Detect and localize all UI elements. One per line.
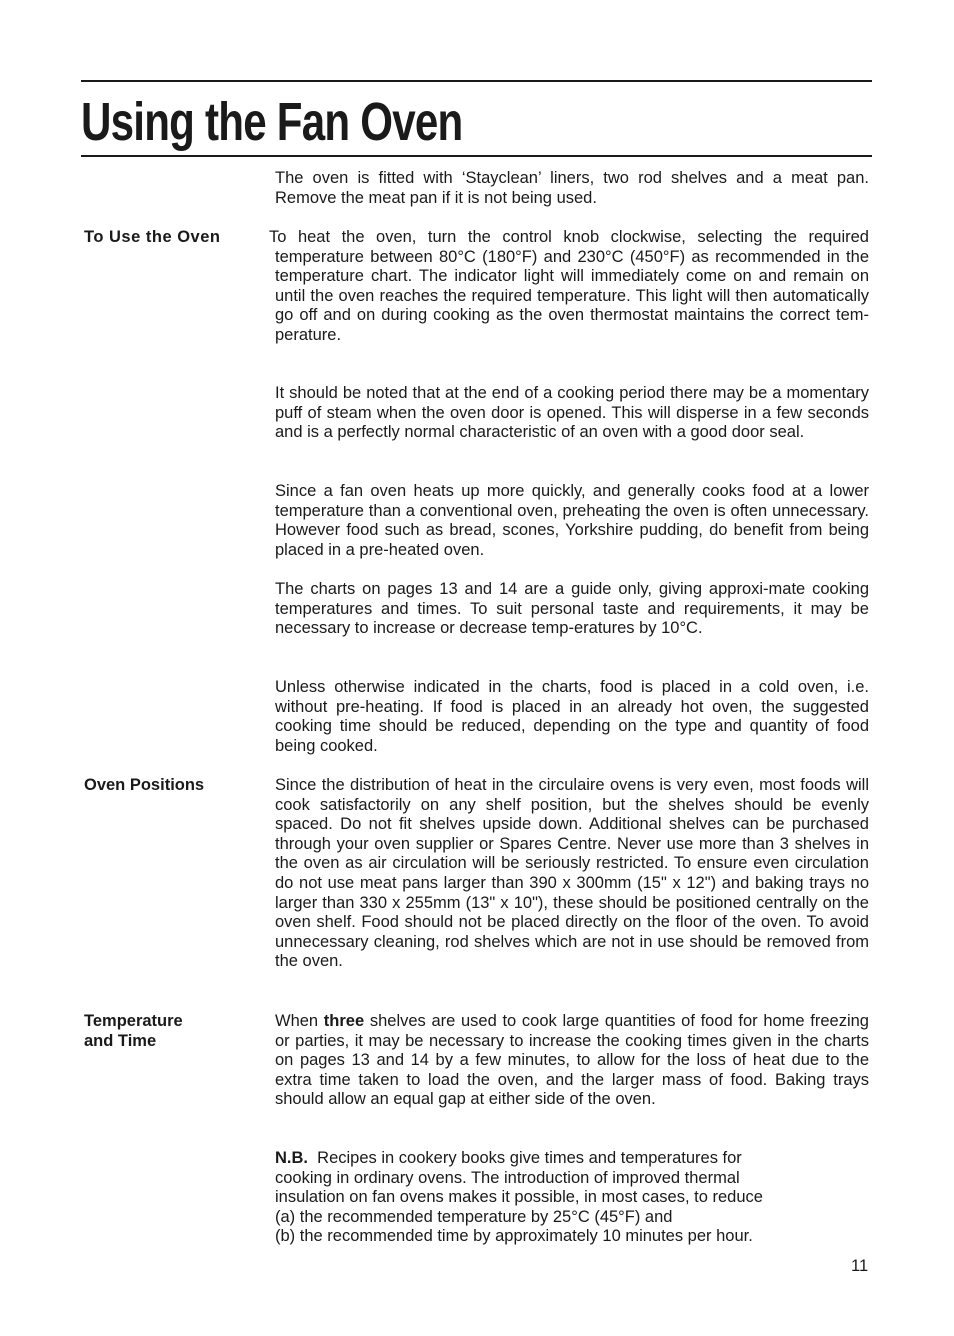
to-use-paragraph-4: The charts on pages 13 and 14 are a guide only, giving approxi-mate cooking temperatures and times. To suit personal taste and requirements, it may be necessary to increase or decrease temp-eratures by 10°C.: [275, 580, 869, 638]
nb-line-1: [275, 1149, 869, 1169]
temperature-bold-word: three: [323, 1012, 365, 1030]
to-use-paragraph-1: To heat the oven, turn the control knob clockwise, selecting the required temperature between 80°C (180°F) and 230°C (450°F) as recommended in the temperature chart. The indicator light will immediately come on and remain on until the oven reaches the required temperature. This light will then automatically go off and on during cooking as the oven thermostat maintains the correct tem-perature.: [269, 228, 869, 344]
to-use-paragraph-5: Unless otherwise indicated in the charts, food is placed in a cold oven, i.e. without pre-heating. If food is placed in an already hot oven, the suggested cooking time should be reduced, depending on the type and quantity of food being cooked.: [275, 678, 869, 755]
nb-line-1-text: Recipes in cookery books give times and temperatures for: [317, 1149, 742, 1167]
oven-positions-paragraph: Since the distribution of heat in the circulaire ovens is very even, most foods will cook satisfactorily on any shelf position, but the shelves should be evenly spaced. Do not fit shelves upside down. Additional shelves can be purchased through your oven supplier or Spares Centre. Never use more than 3 shelves in the oven as air circulation will be seriously restricted. To ensure even circulation do not use meat pans larger than 390 x 300mm (15" x 12") and baking trays no larger than 330 x 255mm (13" x 10"), these should be positioned centrally on the oven shelf. Food should not be placed directly on the floor of the oven. To avoid unnecessary cleaning, rod shelves which are not in use should be removed from the oven.: [275, 776, 869, 971]
temperature-paragraph: [275, 1012, 869, 1110]
nb-note: [275, 1149, 869, 1247]
page-title: Using the Fan Oven: [81, 92, 463, 152]
nb-line-5: (b) the recommended time by approximately 10 minutes per hour.: [275, 1227, 753, 1246]
title-underline: [81, 155, 872, 157]
page-number: 11: [851, 1257, 869, 1275]
heading-temperature-and-time: [84, 1012, 254, 1051]
temperature-rest: shelves are used to cook large quantities of food for home freezing or parties, it may be necessary to increase the cooking times given in the charts on pages 13 and 14 by a few minutes, to allow for the loss of heat due to the extra time taken to load the oven, and the larger mass of food. Baking trays should allow an equal gap at either side of the oven.: [275, 1012, 869, 1109]
temperature-lead: When: [275, 1012, 319, 1030]
nb-line-3: insulation on fan ovens makes it possible, in most cases, to reduce: [275, 1188, 763, 1207]
top-rule: [81, 80, 872, 82]
heading-temperature-line2: and Time: [84, 1031, 157, 1050]
heading-temperature-line1: Temperature: [84, 1012, 183, 1030]
heading-to-use-oven: To Use the Oven: [84, 228, 221, 246]
to-use-paragraph-3: Since a fan oven heats up more quickly, and generally cooks food at a lower temperature than a conventional oven, preheating the oven is often unnecessary. However food such as bread, scones, Yorkshire pudding, do benefit from being placed in a pre-heated oven.: [275, 482, 869, 559]
nb-line-4: (a) the recommended temperature by 25°C (45°F) and: [275, 1207, 673, 1226]
heading-oven-positions: Oven Positions: [84, 776, 205, 794]
intro-paragraph: The oven is fitted with ‘Stayclean’ liners, two rod shelves and a meat pan. Remove the meat pan if it is not being used.: [275, 169, 869, 207]
to-use-paragraph-2: It should be noted that at the end of a cooking period there may be a momentary puff of steam when the oven door is opened. This will disperse in a few seconds and is a perfectly normal characteristic of an oven with a good door seal.: [275, 384, 869, 442]
nb-line-2: cooking in ordinary ovens. The introduction of improved thermal: [275, 1168, 740, 1187]
nb-label: N.B.: [275, 1149, 308, 1167]
